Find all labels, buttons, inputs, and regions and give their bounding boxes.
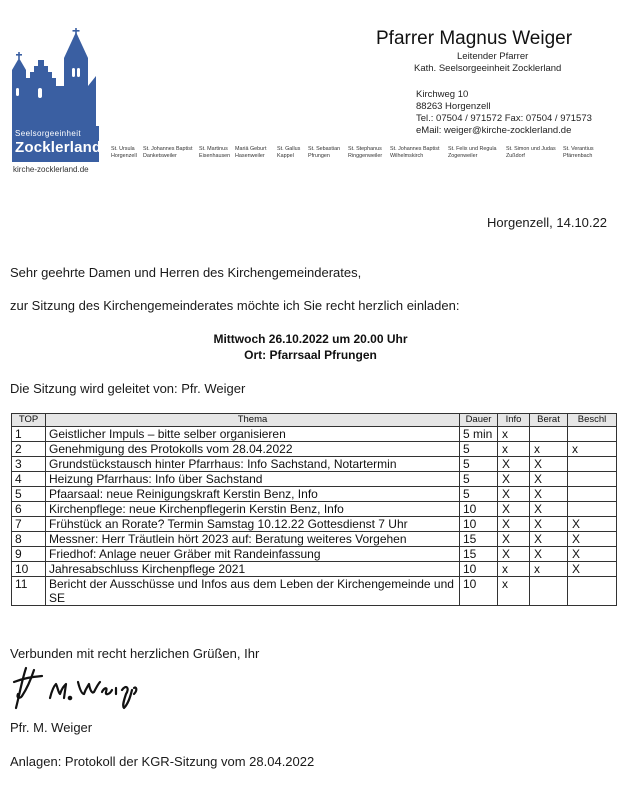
sender-name: Pfarrer Magnus Weiger xyxy=(376,28,573,49)
cell-top: 2 xyxy=(12,442,46,457)
parish-list xyxy=(111,146,611,166)
cell-info: X xyxy=(498,502,530,517)
cell-thema: Genehmigung des Protokolls vom 28.04.2022 xyxy=(46,442,460,457)
logo-badge xyxy=(12,126,102,162)
logo-line1: Seelsorgeeinheit xyxy=(15,129,81,138)
sender-street: Kirchweg 10 xyxy=(416,89,469,100)
parish-town: Kappel xyxy=(277,152,294,159)
header-beschl: Beschl xyxy=(568,414,617,427)
parish-item xyxy=(143,146,192,159)
cell-top: 4 xyxy=(12,472,46,487)
cell-berat: X xyxy=(530,547,568,562)
cell-thema: Frühstück an Rorate? Termin Samstag 10.12.22 Gottesdienst 7 Uhr xyxy=(46,517,460,532)
cell-thema: Kirchenpflege: neue Kirchenpflegerin Kerstin Benz, Info xyxy=(46,502,460,517)
header-berat: Berat xyxy=(530,414,568,427)
cell-info: X xyxy=(498,532,530,547)
cell-thema: Messner: Herr Träutlein hört 2023 auf: Beratung weiteres Vorgehen xyxy=(46,532,460,547)
parish-church: St. Verantius xyxy=(563,146,594,152)
cell-dauer: 10 xyxy=(460,577,498,606)
cell-top: 9 xyxy=(12,547,46,562)
table-header-row xyxy=(12,414,617,427)
cell-top: 11 xyxy=(12,577,46,606)
cell-thema: Geistlicher Impuls – bitte selber organisieren xyxy=(46,427,460,442)
salutation: Sehr geehrte Damen und Herren des Kirchengemeinderates, xyxy=(10,265,362,280)
parish-town: Pfärrenbach xyxy=(563,152,593,159)
sender-phone: Tel.: 07504 / 971572 Fax: 07504 / 971573 xyxy=(416,113,592,124)
parish-item xyxy=(448,146,497,159)
parish-church: St. Martinus xyxy=(199,146,228,152)
church-logo-icon xyxy=(10,28,100,126)
cell-top: 10 xyxy=(12,562,46,577)
cell-dauer: 10 xyxy=(460,562,498,577)
cell-dauer: 15 xyxy=(460,547,498,562)
cell-top: 7 xyxy=(12,517,46,532)
table-row xyxy=(12,502,617,517)
cell-beschl: x xyxy=(568,442,617,457)
parish-item xyxy=(506,146,556,159)
parish-item xyxy=(563,146,594,159)
cell-top: 6 xyxy=(12,502,46,517)
closing-line: Verbunden mit recht herzlichen Grüßen, Ihr xyxy=(10,646,260,661)
chair-line: Die Sitzung wird geleitet von: Pfr. Weiger xyxy=(10,381,246,396)
parish-church: St. Johannes Baptist xyxy=(143,146,193,152)
parish-item xyxy=(235,146,266,159)
cell-info: X xyxy=(498,457,530,472)
cell-thema: Friedhof: Anlage neuer Gräber mit Randeinfassung xyxy=(46,547,460,562)
parish-town: Eisenhausen xyxy=(199,152,231,159)
sender-role: Leitender Pfarrer xyxy=(457,51,529,62)
cell-beschl xyxy=(568,487,617,502)
table-body xyxy=(12,427,617,606)
cell-berat: X xyxy=(530,457,568,472)
meeting-where: Ort: Pfarrsaal Pfrungen xyxy=(244,348,377,362)
invitation-text: zur Sitzung des Kirchengemeinderates möchte ich Sie recht herzlich einladen: xyxy=(10,298,460,313)
cell-beschl xyxy=(568,577,617,606)
cell-berat: X xyxy=(530,517,568,532)
parish-item xyxy=(308,146,340,159)
cell-berat xyxy=(530,577,568,606)
cell-thema: Heizung Pfarrhaus: Info über Sachstand xyxy=(46,472,460,487)
parish-item xyxy=(111,146,137,159)
cell-dauer: 5 xyxy=(460,472,498,487)
parish-church: Mariä Geburt xyxy=(235,146,267,152)
cell-thema: Jahresabschluss Kirchenpflege 2021 xyxy=(46,562,460,577)
cell-dauer: 5 min xyxy=(460,427,498,442)
cell-dauer: 5 xyxy=(460,442,498,457)
table-row xyxy=(12,577,617,606)
cell-beschl xyxy=(568,472,617,487)
table-row xyxy=(12,442,617,457)
cell-beschl xyxy=(568,502,617,517)
cell-dauer: 10 xyxy=(460,517,498,532)
parish-town: Ringgenweiler xyxy=(348,152,383,159)
cell-berat: X xyxy=(530,532,568,547)
sender-address xyxy=(416,89,592,137)
parish-church: St. Ursula xyxy=(111,146,135,152)
logo-line2: Zocklerland xyxy=(15,139,102,156)
cell-top: 3 xyxy=(12,457,46,472)
cell-dauer: 5 xyxy=(460,487,498,502)
cell-top: 1 xyxy=(12,427,46,442)
signer-name: Pfr. M. Weiger xyxy=(10,720,93,735)
parish-town: Danketsweiler xyxy=(143,152,177,159)
cell-berat: x xyxy=(530,562,568,577)
header-dauer: Dauer xyxy=(460,414,498,427)
parish-item xyxy=(277,146,300,159)
parish-town: Horgenzell xyxy=(111,152,137,159)
sender-org: Kath. Seelsorgeeinheit Zocklerland xyxy=(414,63,562,74)
table-row xyxy=(12,562,617,577)
cell-beschl: X xyxy=(568,517,617,532)
parish-town: Pfrungen xyxy=(308,152,330,159)
table-row xyxy=(12,457,617,472)
cell-beschl: X xyxy=(568,532,617,547)
cell-thema: Bericht der Ausschüsse und Infos aus dem Leben der Kirchengemeinde und SE xyxy=(46,577,460,606)
parish-church: St. Stephanus xyxy=(348,146,382,152)
cell-berat xyxy=(530,427,568,442)
header-thema: Thema xyxy=(46,414,460,427)
parish-item xyxy=(348,146,382,159)
header-top: TOP xyxy=(12,414,46,427)
cell-thema: Grundstückstausch hinter Pfarrhaus: Info Sachstand, Notartermin xyxy=(46,457,460,472)
cell-beschl: X xyxy=(568,562,617,577)
cell-beschl xyxy=(568,427,617,442)
cell-info: X xyxy=(498,487,530,502)
meeting-when: Mittwoch 26.10.2022 um 20.00 Uhr xyxy=(213,332,408,346)
cell-info: x xyxy=(498,562,530,577)
cell-top: 8 xyxy=(12,532,46,547)
cell-beschl xyxy=(568,457,617,472)
cell-dauer: 15 xyxy=(460,532,498,547)
sender-email[interactable]: eMail: weiger@kirche-zocklerland.de xyxy=(416,125,572,136)
cell-berat: x xyxy=(530,442,568,457)
cell-berat: X xyxy=(530,487,568,502)
parish-item xyxy=(390,146,439,159)
parish-town: Zogenweiler xyxy=(448,152,478,159)
parish-church: St. Simon und Judas xyxy=(506,146,556,152)
cell-info: x xyxy=(498,427,530,442)
parish-town: Zußdorf xyxy=(506,152,525,159)
table-row xyxy=(12,532,617,547)
logo-url[interactable]: kirche-zocklerland.de xyxy=(13,165,89,174)
cell-thema: Pfaarsaal: neue Reinigungskraft Kerstin Benz, Info xyxy=(46,487,460,502)
parish-item xyxy=(199,146,230,159)
signature xyxy=(12,664,142,712)
parish-church: St. Felix und Regula xyxy=(448,146,497,152)
meeting-info xyxy=(0,331,621,363)
parish-church: St. Johannes Baptist xyxy=(390,146,440,152)
cell-info: X xyxy=(498,547,530,562)
table-row xyxy=(12,427,617,442)
parish-town: Wilhelmskirch xyxy=(390,152,424,159)
cell-top: 5 xyxy=(12,487,46,502)
table-row xyxy=(12,547,617,562)
parish-town: Hasenweiler xyxy=(235,152,265,159)
agenda-table xyxy=(11,413,617,606)
cell-beschl: X xyxy=(568,547,617,562)
cell-info: X xyxy=(498,472,530,487)
table-row xyxy=(12,487,617,502)
header-info: Info xyxy=(498,414,530,427)
parish-church: St. Gallus xyxy=(277,146,301,152)
cell-dauer: 10 xyxy=(460,502,498,517)
attachments-line: Anlagen: Protokoll der KGR-Sitzung vom 28.04.2022 xyxy=(10,754,315,769)
cell-info: x xyxy=(498,577,530,606)
table-row xyxy=(12,472,617,487)
sender-city: 88263 Horgenzell xyxy=(416,101,491,112)
parish-church: St. Sebastian xyxy=(308,146,341,152)
cell-info: X xyxy=(498,517,530,532)
cell-info: x xyxy=(498,442,530,457)
cell-berat: X xyxy=(530,502,568,517)
cell-dauer: 5 xyxy=(460,457,498,472)
letter-date: Horgenzell, 14.10.22 xyxy=(487,215,607,230)
table-row xyxy=(12,517,617,532)
cell-berat: X xyxy=(530,472,568,487)
